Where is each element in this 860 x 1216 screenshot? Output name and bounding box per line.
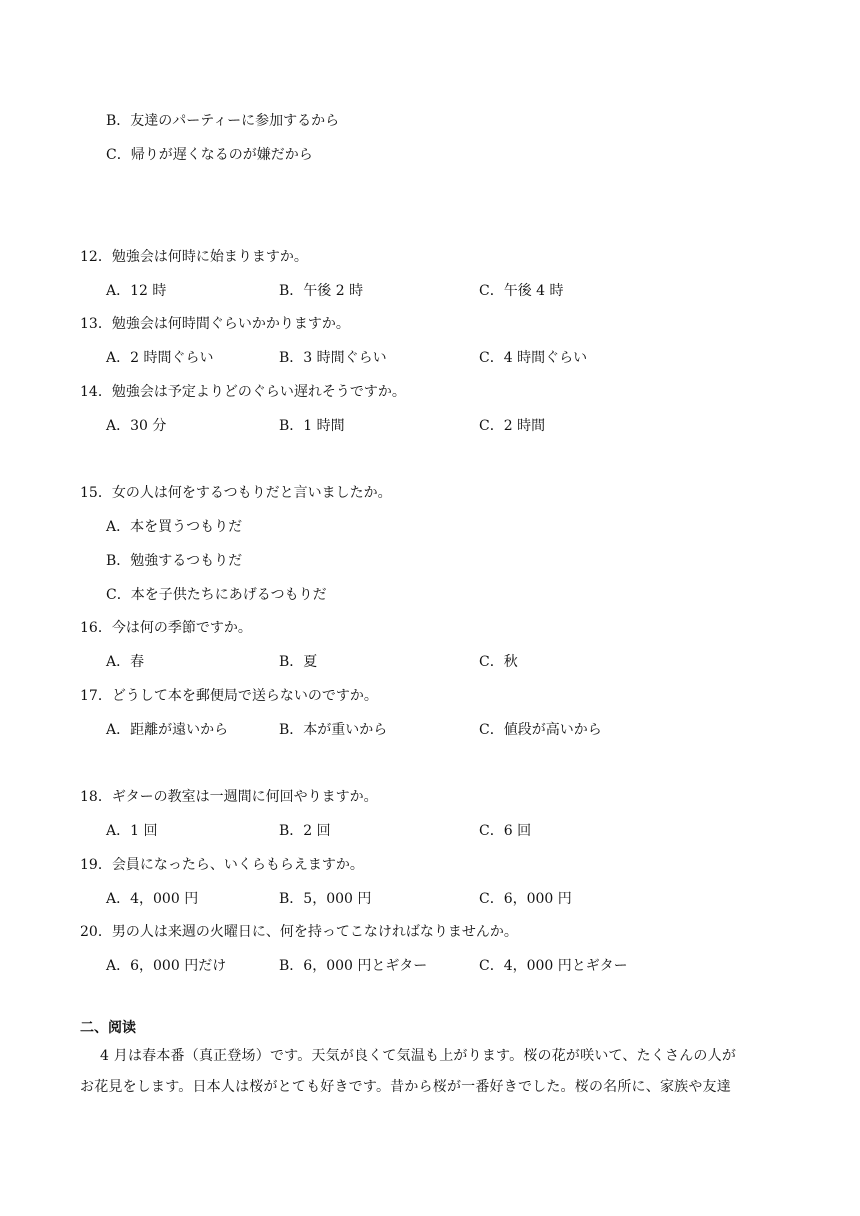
question-12: 12．勉強会は何時に始まりますか。 <box>80 249 308 265</box>
q18-option-c: C．6 回 <box>479 823 532 839</box>
q18-option-a: A．1 回 <box>106 823 158 839</box>
question-13: 13．勉強会は何時間ぐらいかかりますか。 <box>80 316 350 332</box>
q12-option-a: A．12 時 <box>106 283 167 299</box>
question-16: 16．今は何の季節ですか。 <box>80 620 252 636</box>
q13-option-b: B．3 時間ぐらい <box>279 350 387 366</box>
question-19: 19．会員になったら、いくらもらえますか。 <box>80 857 364 873</box>
question-15: 15．女の人は何をするつもりだと言いましたか。 <box>80 485 392 501</box>
q19-option-c: C．6，000 円 <box>479 891 572 907</box>
q14-option-b: B．1 時間 <box>279 418 345 434</box>
q16-option-c: C．秋 <box>479 654 518 670</box>
option-b-prev: B．友達のパーティーに参加するから <box>106 113 340 129</box>
q18-option-b: B．2 回 <box>279 823 331 839</box>
q19-option-b: B．5，000 円 <box>279 891 372 907</box>
q17-option-b: B．本が重いから <box>279 722 388 738</box>
question-17: 17．どうして本を郵便局で送らないのですか。 <box>80 688 378 704</box>
q16-option-a: A．春 <box>106 654 145 670</box>
section-heading: 二、阅读 <box>80 1020 136 1036</box>
q12-option-b: B．午後 2 時 <box>279 283 364 299</box>
q19-option-a: A．4，000 円 <box>106 891 199 907</box>
question-20: 20．男の人は来週の火曜日に、何を持ってこなければなりませんか。 <box>80 924 518 940</box>
paragraph-line-1: 4 月は春本番（真正登场）です。天気が良くて気温も上がります。桜の花が咲いて、たくさんの人が <box>100 1048 737 1064</box>
q20-option-c: C．4，000 円とギター <box>479 958 628 974</box>
option-c-prev: C．帰りが遅くなるのが嫌だから <box>106 147 313 163</box>
q15-option-c: C．本を子供たちにあげるつもりだ <box>106 587 327 603</box>
paragraph-line-2: お花見をします。日本人は桜がとても好きです。昔から桜が一番好きでした。桜の名所に、家族や友達 <box>80 1079 731 1095</box>
q15-option-b: B．勉強するつもりだ <box>106 553 243 569</box>
q12-option-c: C．午後 4 時 <box>479 283 564 299</box>
q17-option-c: C．値段が高いから <box>479 722 602 738</box>
q20-option-a: A．6，000 円だけ <box>106 958 227 974</box>
question-18: 18．ギターの教室は一週間に何回やりますか。 <box>80 789 378 805</box>
q17-option-a: A．距離が遠いから <box>106 722 229 738</box>
q20-option-b: B．6，000 円とギター <box>279 958 428 974</box>
q14-option-a: A．30 分 <box>106 418 167 434</box>
q13-option-a: A．2 時間ぐらい <box>106 350 214 366</box>
question-14: 14．勉強会は予定よりどのぐらい遅れそうですか。 <box>80 384 406 400</box>
q16-option-b: B．夏 <box>279 654 318 670</box>
q13-option-c: C．4 時間ぐらい <box>479 350 588 366</box>
q14-option-c: C．2 時間 <box>479 418 546 434</box>
q15-option-a: A．本を買うつもりだ <box>106 519 243 535</box>
